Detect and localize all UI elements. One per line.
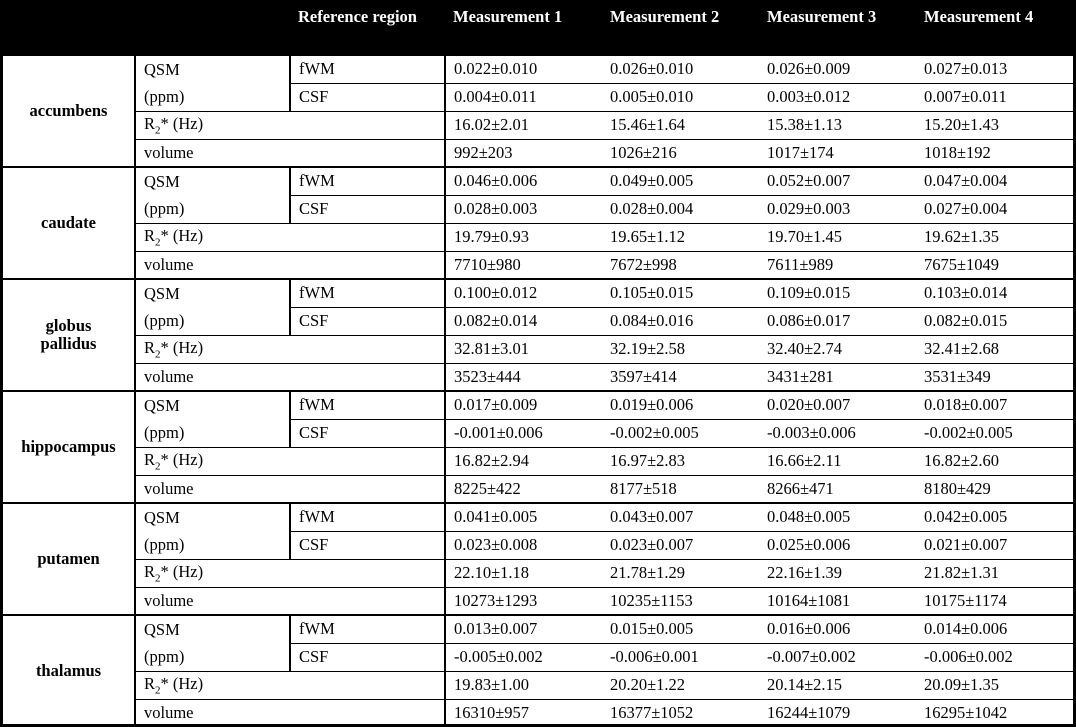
reference-region-value: fWM (290, 279, 445, 307)
measurement-value: 20.14±2.15 (759, 671, 916, 699)
table-row (3, 195, 1073, 223)
measurement-value: 1018±192 (916, 139, 1073, 167)
metric-label: (ppm) (135, 643, 290, 671)
table-row (3, 559, 1073, 587)
measurement-value: 15.46±1.64 (602, 111, 759, 139)
region-label: putamen (3, 503, 135, 615)
measurement-value: 0.020±0.007 (759, 391, 916, 419)
table-row (3, 587, 1073, 615)
table-row (3, 55, 1073, 83)
measurement-value: 3531±349 (916, 363, 1073, 391)
metric-label: (ppm) (135, 195, 290, 223)
measurement-value: 0.052±0.007 (759, 167, 916, 195)
measurement-value: 19.65±1.12 (602, 223, 759, 251)
measurement-value: 0.042±0.005 (916, 503, 1073, 531)
measurement-value: 16.82±2.60 (916, 447, 1073, 475)
measurement-value: 32.40±2.74 (759, 335, 916, 363)
metric-label: volume (135, 587, 445, 615)
header-region (3, 3, 135, 55)
reference-region-value: CSF (290, 419, 445, 447)
metric-label: $R_2*$ (Hz) (135, 671, 445, 699)
measurement-value: 32.81±3.01 (445, 335, 602, 363)
measurement-value: 0.029±0.003 (759, 195, 916, 223)
reference-region-value: fWM (290, 55, 445, 83)
region-label: hippocampus (3, 391, 135, 503)
table-row (3, 335, 1073, 363)
region-label: caudate (3, 167, 135, 279)
measurement-value: -0.002±0.005 (602, 419, 759, 447)
measurement-value: 0.028±0.003 (445, 195, 602, 223)
table-row (3, 475, 1073, 503)
table-row (3, 83, 1073, 111)
measurement-value: 0.023±0.008 (445, 531, 602, 559)
measurement-value: 1017±174 (759, 139, 916, 167)
table-row (3, 167, 1073, 195)
reference-region-value: fWM (290, 615, 445, 643)
measurement-value: 7710±980 (445, 251, 602, 279)
reference-region-value: CSF (290, 307, 445, 335)
header-measurement-4: Measurement 4 (916, 3, 1073, 55)
measurement-value: 7672±998 (602, 251, 759, 279)
metric-label: QSM (135, 391, 290, 419)
metric-label: $R_2*$ (Hz) (135, 111, 445, 139)
measurement-value: -0.006±0.001 (602, 643, 759, 671)
header-metric (135, 3, 290, 55)
measurement-value: 10273±1293 (445, 587, 602, 615)
measurement-value: 0.017±0.009 (445, 391, 602, 419)
measurement-value: 20.09±1.35 (916, 671, 1073, 699)
measurement-value: -0.003±0.006 (759, 419, 916, 447)
table-row (3, 615, 1073, 643)
measurement-value: 0.013±0.007 (445, 615, 602, 643)
measurement-value: 0.026±0.010 (602, 55, 759, 83)
measurement-value: 16244±1079 (759, 699, 916, 727)
table-row (3, 447, 1073, 475)
measurement-value: 32.41±2.68 (916, 335, 1073, 363)
measurement-value: 1026±216 (602, 139, 759, 167)
region-label: thalamus (3, 615, 135, 727)
header-row (3, 3, 1073, 55)
measurement-value: 8180±429 (916, 475, 1073, 503)
measurement-value: 0.027±0.004 (916, 195, 1073, 223)
measurement-value: 10235±1153 (602, 587, 759, 615)
measurement-value: 16.66±2.11 (759, 447, 916, 475)
table-row (3, 391, 1073, 419)
measurement-value: 21.82±1.31 (916, 559, 1073, 587)
region-label: globus pallidus (3, 279, 135, 391)
measurement-value: 0.041±0.005 (445, 503, 602, 531)
measurement-value: 0.109±0.015 (759, 279, 916, 307)
measurement-value: 7611±989 (759, 251, 916, 279)
measurement-value: 0.105±0.015 (602, 279, 759, 307)
measurement-value: 3431±281 (759, 363, 916, 391)
table-row (3, 503, 1073, 531)
table-row (3, 307, 1073, 335)
header-measurement-3: Measurement 3 (759, 3, 916, 55)
measurement-value: 20.20±1.22 (602, 671, 759, 699)
metric-label: QSM (135, 55, 290, 83)
measurement-value: -0.001±0.006 (445, 419, 602, 447)
table-row (3, 251, 1073, 279)
measurement-value: -0.006±0.002 (916, 643, 1073, 671)
measurement-value: 0.018±0.007 (916, 391, 1073, 419)
header-measurement-2: Measurement 2 (602, 3, 759, 55)
measurement-value: 0.028±0.004 (602, 195, 759, 223)
table-row (3, 139, 1073, 167)
metric-label: volume (135, 139, 445, 167)
measurement-value: 0.021±0.007 (916, 531, 1073, 559)
metric-label: (ppm) (135, 307, 290, 335)
reference-region-value: fWM (290, 167, 445, 195)
measurement-value: 10175±1174 (916, 587, 1073, 615)
measurement-value: 0.023±0.007 (602, 531, 759, 559)
metric-label: $R_2*$ (Hz) (135, 447, 445, 475)
table-row (3, 643, 1073, 671)
measurement-value: 0.007±0.011 (916, 83, 1073, 111)
measurement-value: 0.022±0.010 (445, 55, 602, 83)
metric-label: (ppm) (135, 419, 290, 447)
header-reference-region: Reference region (290, 3, 445, 55)
measurement-value: 0.047±0.004 (916, 167, 1073, 195)
measurement-value: 10164±1081 (759, 587, 916, 615)
table-row (3, 419, 1073, 447)
measurements-table (3, 3, 1073, 727)
measurement-value: 0.019±0.006 (602, 391, 759, 419)
table-header (3, 3, 1073, 55)
measurement-value: 3597±414 (602, 363, 759, 391)
table-row (3, 671, 1073, 699)
measurement-value: 0.086±0.017 (759, 307, 916, 335)
measurement-value: 16377±1052 (602, 699, 759, 727)
metric-label: volume (135, 363, 445, 391)
table-row (3, 531, 1073, 559)
measurement-value: 8177±518 (602, 475, 759, 503)
measurement-value: 0.016±0.006 (759, 615, 916, 643)
region-label: accumbens (3, 55, 135, 167)
measurement-value: 0.043±0.007 (602, 503, 759, 531)
measurement-value: 0.027±0.013 (916, 55, 1073, 83)
measurement-value: 0.084±0.016 (602, 307, 759, 335)
table-row (3, 699, 1073, 727)
reference-region-value: CSF (290, 195, 445, 223)
measurement-value: 0.048±0.005 (759, 503, 916, 531)
measurement-value: 0.082±0.014 (445, 307, 602, 335)
measurement-value: 0.026±0.009 (759, 55, 916, 83)
reference-region-value: fWM (290, 391, 445, 419)
metric-label: volume (135, 251, 445, 279)
metric-label: (ppm) (135, 83, 290, 111)
measurement-value: 0.004±0.011 (445, 83, 602, 111)
measurement-value: 21.78±1.29 (602, 559, 759, 587)
measurement-value: 22.10±1.18 (445, 559, 602, 587)
measurement-value: 19.83±1.00 (445, 671, 602, 699)
reference-region-value: fWM (290, 503, 445, 531)
table-row (3, 223, 1073, 251)
measurement-value: 19.62±1.35 (916, 223, 1073, 251)
metric-label: volume (135, 699, 445, 727)
measurement-value: 16.82±2.94 (445, 447, 602, 475)
metric-label: volume (135, 475, 445, 503)
measurement-value: 0.005±0.010 (602, 83, 759, 111)
measurement-value: -0.002±0.005 (916, 419, 1073, 447)
measurement-value: 0.003±0.012 (759, 83, 916, 111)
measurement-value: 3523±444 (445, 363, 602, 391)
metric-label: QSM (135, 615, 290, 643)
measurement-value: 0.049±0.005 (602, 167, 759, 195)
measurement-value: 22.16±1.39 (759, 559, 916, 587)
table-row (3, 363, 1073, 391)
measurement-value: 16.02±2.01 (445, 111, 602, 139)
metric-label: QSM (135, 279, 290, 307)
measurement-value: 0.103±0.014 (916, 279, 1073, 307)
metric-label: $R_2*$ (Hz) (135, 335, 445, 363)
metric-label: QSM (135, 167, 290, 195)
measurement-value: 8266±471 (759, 475, 916, 503)
measurement-value: 16310±957 (445, 699, 602, 727)
measurement-value: 15.20±1.43 (916, 111, 1073, 139)
measurement-value: -0.007±0.002 (759, 643, 916, 671)
measurement-value: 16.97±2.83 (602, 447, 759, 475)
measurement-value: -0.005±0.002 (445, 643, 602, 671)
measurement-value: 32.19±2.58 (602, 335, 759, 363)
measurement-value: 992±203 (445, 139, 602, 167)
reference-region-value: CSF (290, 83, 445, 111)
measurement-value: 8225±422 (445, 475, 602, 503)
measurement-value: 0.082±0.015 (916, 307, 1073, 335)
metric-label: $R_2*$ (Hz) (135, 559, 445, 587)
measurement-value: 0.025±0.006 (759, 531, 916, 559)
measurement-value: 0.100±0.012 (445, 279, 602, 307)
metric-label: $R_2*$ (Hz) (135, 223, 445, 251)
measurement-value: 19.79±0.93 (445, 223, 602, 251)
measurement-value: 15.38±1.13 (759, 111, 916, 139)
reference-region-value: CSF (290, 531, 445, 559)
metric-label: QSM (135, 503, 290, 531)
table-row (3, 111, 1073, 139)
table-row (3, 279, 1073, 307)
measurement-value: 16295±1042 (916, 699, 1073, 727)
measurement-value: 0.046±0.006 (445, 167, 602, 195)
measurement-value: 7675±1049 (916, 251, 1073, 279)
table-body (3, 55, 1073, 727)
measurement-value: 19.70±1.45 (759, 223, 916, 251)
measurement-value: 0.014±0.006 (916, 615, 1073, 643)
header-measurement-1: Measurement 1 (445, 3, 602, 55)
measurement-value: 0.015±0.005 (602, 615, 759, 643)
reference-region-value: CSF (290, 643, 445, 671)
metric-label: (ppm) (135, 531, 290, 559)
